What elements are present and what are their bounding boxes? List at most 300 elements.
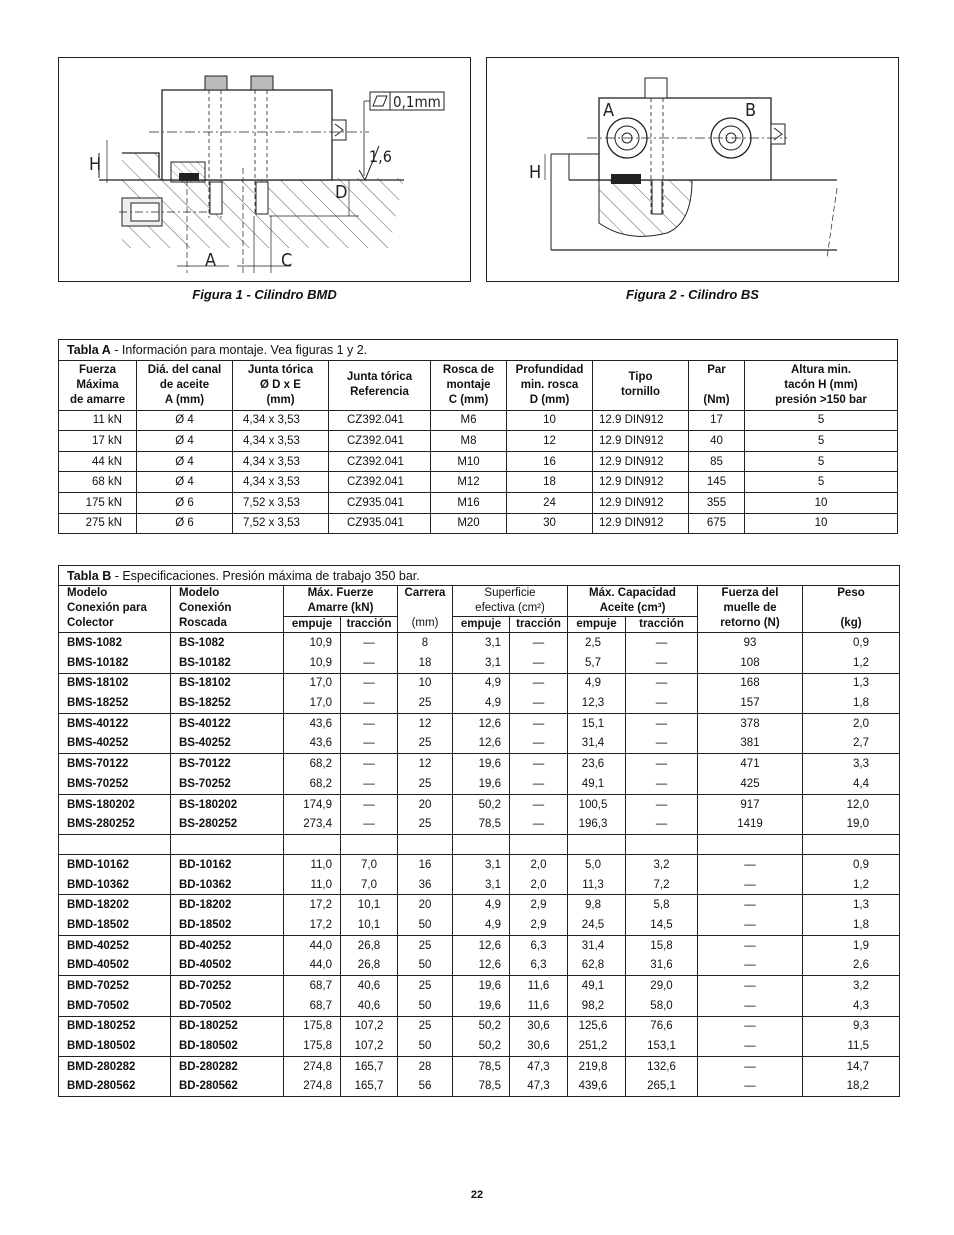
table-b-cell: 165,7 <box>341 1077 398 1097</box>
table-a-row <box>59 410 898 431</box>
table-b-cell: — <box>626 693 698 713</box>
table-b-cell: 36 <box>398 875 453 895</box>
figure-2-drawing <box>487 58 898 281</box>
table-a-cell: M6 <box>431 410 507 431</box>
table-b-model-cell: BMD-70252 <box>59 976 171 996</box>
table-b-cell: 50 <box>398 956 453 976</box>
table-a-cell: Ø 4 <box>137 472 233 493</box>
table-b-cell: 56 <box>398 1077 453 1097</box>
table-b-cell: 1,9 <box>803 935 900 955</box>
table-a-header-cell: Altura min. tacón H (mm) presión >150 bar <box>745 360 898 410</box>
fig1-a-label: A <box>205 250 217 271</box>
table-b-cell: — <box>698 935 803 955</box>
header-model-threaded: Modelo Conexión Roscada <box>171 586 284 633</box>
table-b-cell: 31,4 <box>568 935 626 955</box>
table-b-model-cell: BMD-280562 <box>59 1077 171 1097</box>
table-b-cell: 50,2 <box>453 1016 510 1036</box>
table-b-row <box>59 895 900 915</box>
table-b-cell: 5,8 <box>626 895 698 915</box>
table-b-cell: — <box>341 754 398 774</box>
table-b-cell: 7,0 <box>341 855 398 875</box>
table-b-cell: 62,8 <box>568 956 626 976</box>
fig2-b-label: B <box>745 100 757 121</box>
table-b-cell: 50 <box>398 1036 453 1056</box>
page-number: 22 <box>470 1189 484 1201</box>
table-b-cell: 26,8 <box>341 935 398 955</box>
table-b-model-cell: BS-40122 <box>171 713 284 733</box>
table-a-cell: 17 <box>689 410 745 431</box>
table-b-cell: 49,1 <box>568 976 626 996</box>
table-b-cell: 93 <box>698 633 803 653</box>
table-b-cell: — <box>510 653 568 673</box>
table-b-cell: 20 <box>398 895 453 915</box>
header-max-force: Máx. Fuerze Amarre (kN) <box>284 586 398 617</box>
table-b-cell: 2,9 <box>510 915 568 935</box>
table-b-cell: — <box>698 1056 803 1076</box>
header-model-manifold: Modelo Conexión para Colector <box>59 586 171 633</box>
table-b-row <box>59 713 900 733</box>
table-b-cell: 0,9 <box>803 633 900 653</box>
table-a-row <box>59 513 898 534</box>
table-b-row <box>59 774 900 794</box>
table-b-model-cell: BMS-280252 <box>59 814 171 834</box>
table-b-cell: 10,9 <box>284 633 341 653</box>
table-b-cell: 19,6 <box>453 754 510 774</box>
header-oil-pull: tracción <box>626 617 698 633</box>
table-b-cell: 107,2 <box>341 1016 398 1036</box>
table-b-cell: 2,0 <box>510 875 568 895</box>
table-b-cell: 917 <box>698 794 803 814</box>
table-b-spacer-row <box>59 835 900 855</box>
table-a-cell: CZ392.041 <box>329 431 431 452</box>
table-a-cell: 12.9 DIN912 <box>593 472 689 493</box>
table-a-cell: Ø 4 <box>137 431 233 452</box>
table-b-row <box>59 633 900 653</box>
table-b-row <box>59 1036 900 1056</box>
table-b-cell: 49,1 <box>568 774 626 794</box>
table-b-cell: — <box>510 673 568 693</box>
table-b-cell: 12,6 <box>453 935 510 955</box>
table-b-model-cell: BD-18202 <box>171 895 284 915</box>
table-a-cell: 275 kN <box>59 513 137 534</box>
table-b-cell: 6,3 <box>510 935 568 955</box>
table-b-cell: — <box>626 713 698 733</box>
table-b-model-cell: BMD-280282 <box>59 1056 171 1076</box>
table-a-cell: 145 <box>689 472 745 493</box>
table-b-model-cell: BD-10362 <box>171 875 284 895</box>
table-b-model-cell: BS-10182 <box>171 653 284 673</box>
table-b-cell: 2,9 <box>510 895 568 915</box>
table-a-cell: 355 <box>689 492 745 513</box>
figure-1-caption: Figura 1 - Cilindro BMD <box>192 287 337 302</box>
table-b-model-cell: BD-10162 <box>171 855 284 875</box>
table-b-model-cell: BMS-40122 <box>59 713 171 733</box>
table-b-cell: 23,6 <box>568 754 626 774</box>
table-b-cell: 25 <box>398 734 453 754</box>
table-a-cell: M8 <box>431 431 507 452</box>
table-b-cell: 50 <box>398 996 453 1016</box>
table-b-cell: 30,6 <box>510 1016 568 1036</box>
table-b-cell: — <box>341 734 398 754</box>
table-b-cell: 40,6 <box>341 996 398 1016</box>
table-b-model-cell: BS-40252 <box>171 734 284 754</box>
table-b-cell: 11,6 <box>510 976 568 996</box>
table-b-cell: 3,1 <box>453 633 510 653</box>
table-b-cell: 10,1 <box>341 915 398 935</box>
table-a-cell: 12.9 DIN912 <box>593 410 689 431</box>
table-a-cell: 24 <box>507 492 593 513</box>
table-b-cell: — <box>698 915 803 935</box>
table-b-cell: 20 <box>398 794 453 814</box>
table-b-cell: 78,5 <box>453 1056 510 1076</box>
table-b-model-cell: BMD-180502 <box>59 1036 171 1056</box>
table-b-cell: 4,3 <box>803 996 900 1016</box>
table-b-cell: 12,6 <box>453 734 510 754</box>
table-a-cell: 12.9 DIN912 <box>593 513 689 534</box>
header-weight: Peso (kg) <box>803 586 900 633</box>
table-b-cell: 25 <box>398 1016 453 1036</box>
table-a-cell: 85 <box>689 451 745 472</box>
fig1-h-label: H <box>89 154 102 175</box>
table-a-cell: 10 <box>745 492 898 513</box>
table-b-cell: — <box>341 794 398 814</box>
header-area-push: empuje <box>453 617 510 633</box>
table-a-cell: 17 kN <box>59 431 137 452</box>
table-b-cell: 50 <box>398 915 453 935</box>
table-b-cell: 3,3 <box>803 754 900 774</box>
table-a-cell: Ø 4 <box>137 451 233 472</box>
table-b-cell: 24,5 <box>568 915 626 935</box>
table-b-cell: 25 <box>398 935 453 955</box>
table-a-cell: CZ935.041 <box>329 513 431 534</box>
table-a-cell: 12.9 DIN912 <box>593 451 689 472</box>
table-b-cell: 50,2 <box>453 794 510 814</box>
table-b-cell: 12 <box>398 713 453 733</box>
table-a-header-cell: Junta tórica Referencia <box>329 360 431 410</box>
table-b-row <box>59 875 900 895</box>
table-b-cell: 100,5 <box>568 794 626 814</box>
table-b-cell: — <box>341 713 398 733</box>
table-b-model-cell: BMD-70502 <box>59 996 171 1016</box>
table-b-row <box>59 935 900 955</box>
table-b-cell: — <box>510 774 568 794</box>
table-a-cell: 5 <box>745 431 898 452</box>
table-b-model-cell: BD-70252 <box>171 976 284 996</box>
table-b-model-cell: BD-280282 <box>171 1056 284 1076</box>
table-b-cell: 175,8 <box>284 1016 341 1036</box>
table-b-cell: 4,9 <box>453 915 510 935</box>
figure-2-frame <box>486 57 899 282</box>
table-b-cell: 12,6 <box>453 713 510 733</box>
table-b-row <box>59 673 900 693</box>
table-a-title: Tabla A - Información para montaje. Vea figuras 1 y 2. <box>59 340 898 361</box>
table-b-cell: 14,7 <box>803 1056 900 1076</box>
table-a-cell: M12 <box>431 472 507 493</box>
table-a-header-cell: Par (Nm) <box>689 360 745 410</box>
table-b-cell: 153,1 <box>626 1036 698 1056</box>
table-b-cell: 157 <box>698 693 803 713</box>
table-b-cell: 107,2 <box>341 1036 398 1056</box>
table-a-header-cell: Fuerza Máxima de amarre <box>59 360 137 410</box>
table-b-cell: 78,5 <box>453 814 510 834</box>
table-b-cell: — <box>510 693 568 713</box>
table-b-cell: — <box>698 855 803 875</box>
table-a-cell: 12 <box>507 431 593 452</box>
table-b-cell: 12 <box>398 754 453 774</box>
table-b-cell: 47,3 <box>510 1077 568 1097</box>
table-b-cell: 19,6 <box>453 976 510 996</box>
table-a-header-cell: Tipo tornillo <box>593 360 689 410</box>
table-b-cell: 5,0 <box>568 855 626 875</box>
table-b-title: Tabla B - Especificaciones. Presión máxima de trabajo 350 bar. <box>59 566 900 586</box>
table-b-cell: — <box>341 633 398 653</box>
table-b-cell: 7,0 <box>341 875 398 895</box>
table-b-model-cell: BS-180202 <box>171 794 284 814</box>
table-b-cell: 378 <box>698 713 803 733</box>
table-b-row <box>59 915 900 935</box>
table-b-cell: 132,6 <box>626 1056 698 1076</box>
table-b-cell: — <box>341 653 398 673</box>
table-b-cell: 68,7 <box>284 976 341 996</box>
table-b-cell: 9,8 <box>568 895 626 915</box>
table-b-cell: — <box>626 673 698 693</box>
table-b-cell: 44,0 <box>284 956 341 976</box>
table-b-model-cell: BMD-10362 <box>59 875 171 895</box>
table-b-cell: 16 <box>398 855 453 875</box>
table-b-cell: 25 <box>398 976 453 996</box>
table-b-cell: 1,8 <box>803 693 900 713</box>
table-b-cell: — <box>698 956 803 976</box>
table-b-cell: 0,9 <box>803 855 900 875</box>
table-b-cell: 2,7 <box>803 734 900 754</box>
table-a-cell: M10 <box>431 451 507 472</box>
table-b-cell: 50,2 <box>453 1036 510 1056</box>
header-oil-push: empuje <box>568 617 626 633</box>
table-a-cell: 7,52 x 3,53 <box>233 492 329 513</box>
table-b-model-cell: BD-18502 <box>171 915 284 935</box>
table-b-cell: 25 <box>398 693 453 713</box>
table-b-cell: 12,0 <box>803 794 900 814</box>
table-b-cell: 58,0 <box>626 996 698 1016</box>
table-b-cell: 2,6 <box>803 956 900 976</box>
table-a-cell: 175 kN <box>59 492 137 513</box>
table-b-model-cell: BD-70502 <box>171 996 284 1016</box>
table-b-cell: — <box>698 1016 803 1036</box>
figure-1-frame <box>58 57 471 282</box>
table-b-cell: — <box>698 1036 803 1056</box>
table-b-cell: 18,2 <box>803 1077 900 1097</box>
table-b-model-cell: BS-18252 <box>171 693 284 713</box>
table-b-cell: 10 <box>398 673 453 693</box>
table-b-cell: 1,2 <box>803 653 900 673</box>
table-b-model-cell: BS-1082 <box>171 633 284 653</box>
table-b-cell: — <box>698 976 803 996</box>
table-b-model-cell: BS-18102 <box>171 673 284 693</box>
table-b-model-cell: BMS-1082 <box>59 633 171 653</box>
table-b-cell: 1,3 <box>803 673 900 693</box>
table-b-cell: 30,6 <box>510 1036 568 1056</box>
table-b-cell: — <box>510 734 568 754</box>
table-a-cell: 675 <box>689 513 745 534</box>
table-b-model-cell: BD-180252 <box>171 1016 284 1036</box>
header-stroke: Carrera (mm) <box>398 586 453 633</box>
table-b-cell: 17,2 <box>284 895 341 915</box>
table-b-cell: 2,0 <box>510 855 568 875</box>
table-b-cell: 196,3 <box>568 814 626 834</box>
table-b-model-cell: BMS-40252 <box>59 734 171 754</box>
table-b-cell: 19,0 <box>803 814 900 834</box>
table-b-cell: 2,0 <box>803 713 900 733</box>
table-b-model-cell: BMD-18202 <box>59 895 171 915</box>
table-a-header-cell: Junta tórica Ø D x E (mm) <box>233 360 329 410</box>
table-b-cell: 15,8 <box>626 935 698 955</box>
table-a-row <box>59 472 898 493</box>
table-b-cell: 439,6 <box>568 1077 626 1097</box>
table-b-row <box>59 956 900 976</box>
table-b-row <box>59 653 900 673</box>
header-force-pull: tracción <box>341 617 398 633</box>
table-b-row <box>59 855 900 875</box>
table-a-cell: M20 <box>431 513 507 534</box>
table-b-row <box>59 1016 900 1036</box>
table-b-model-cell: BMS-10182 <box>59 653 171 673</box>
table-b-cell: 265,1 <box>626 1077 698 1097</box>
table-b-cell: — <box>510 713 568 733</box>
table-b-model-cell: BMS-180202 <box>59 794 171 814</box>
table-a-row <box>59 492 898 513</box>
table-b-cell: 19,6 <box>453 774 510 794</box>
table-b-model-cell: BMD-40502 <box>59 956 171 976</box>
table-b-cell: — <box>698 1077 803 1097</box>
table-b-cell: 9,3 <box>803 1016 900 1036</box>
figure-2-caption: Figura 2 - Cilindro BS <box>626 287 759 302</box>
table-b-cell: — <box>698 895 803 915</box>
table-b-cell: 219,8 <box>568 1056 626 1076</box>
table-b-cell: 10,9 <box>284 653 341 673</box>
table-a-cell: 10 <box>745 513 898 534</box>
table-b-cell: 19,6 <box>453 996 510 1016</box>
table-b-cell: 17,0 <box>284 693 341 713</box>
fig1-d-label: D <box>335 182 348 203</box>
table-b-row <box>59 814 900 834</box>
table-b-cell: 4,9 <box>568 673 626 693</box>
table-b-cell: 1,3 <box>803 895 900 915</box>
figure-1-drawing <box>59 58 470 281</box>
table-b-row <box>59 734 900 754</box>
table-b-cell: 43,6 <box>284 734 341 754</box>
table-b-cell: 6,3 <box>510 956 568 976</box>
table-a-cell: 44 kN <box>59 451 137 472</box>
table-b <box>58 565 900 1097</box>
table-b-model-cell: BS-70122 <box>171 754 284 774</box>
table-a-cell: 18 <box>507 472 593 493</box>
table-a-row <box>59 451 898 472</box>
table-b-cell: 25 <box>398 774 453 794</box>
table-b-cell: 44,0 <box>284 935 341 955</box>
table-b-cell: 17,0 <box>284 673 341 693</box>
table-b-cell: 15,1 <box>568 713 626 733</box>
header-return-spring: Fuerza del muelle de retorno (N) <box>698 586 803 633</box>
table-b-model-cell: BMS-18102 <box>59 673 171 693</box>
table-b-cell: 31,4 <box>568 734 626 754</box>
table-a-cell: 4,34 x 3,53 <box>233 472 329 493</box>
table-b-cell: 3,2 <box>803 976 900 996</box>
table-a-cell: CZ392.041 <box>329 410 431 431</box>
table-b-model-cell: BMD-18502 <box>59 915 171 935</box>
header-force-push: empuje <box>284 617 341 633</box>
table-b-cell: 18 <box>398 653 453 673</box>
table-a-cell: M16 <box>431 492 507 513</box>
table-b-cell: — <box>510 814 568 834</box>
table-b-cell: — <box>698 875 803 895</box>
fig1-c-label: C <box>281 250 293 271</box>
table-b-cell: — <box>510 754 568 774</box>
table-b-model-cell: BMS-70122 <box>59 754 171 774</box>
table-a-cell: 5 <box>745 410 898 431</box>
table-a-cell: 5 <box>745 451 898 472</box>
table-b-cell: — <box>510 794 568 814</box>
table-b-cell: 2,5 <box>568 633 626 653</box>
fig2-a-label: A <box>603 100 615 121</box>
table-a-cell: 12.9 DIN912 <box>593 431 689 452</box>
table-b-cell: 40,6 <box>341 976 398 996</box>
table-b-cell: — <box>626 754 698 774</box>
table-b-cell: 12,3 <box>568 693 626 713</box>
table-b-cell: 28 <box>398 1056 453 1076</box>
table-b-cell: — <box>698 996 803 1016</box>
table-b-cell: — <box>626 814 698 834</box>
table-b-cell: — <box>341 673 398 693</box>
fig1-roughness-label: 1,6 <box>369 147 392 166</box>
table-a-cell: 11 kN <box>59 410 137 431</box>
table-b-model-cell: BS-70252 <box>171 774 284 794</box>
table-b-cell: 11,0 <box>284 875 341 895</box>
table-b-cell: 14,5 <box>626 915 698 935</box>
table-b-cell: — <box>510 633 568 653</box>
table-b-model-cell: BD-40252 <box>171 935 284 955</box>
table-a-cell: 10 <box>507 410 593 431</box>
table-b-cell: — <box>626 633 698 653</box>
table-b-cell: 3,1 <box>453 653 510 673</box>
table-b-row <box>59 1056 900 1076</box>
table-b-cell: 7,2 <box>626 875 698 895</box>
table-b-cell: 76,6 <box>626 1016 698 1036</box>
table-a-header <box>59 360 898 410</box>
table-b-cell: 4,9 <box>453 895 510 915</box>
table-b-cell: 5,7 <box>568 653 626 673</box>
table-b-cell: 47,3 <box>510 1056 568 1076</box>
table-b-model-cell: BMD-40252 <box>59 935 171 955</box>
table-b-cell: — <box>626 794 698 814</box>
table-a <box>58 339 898 534</box>
table-b-cell: 78,5 <box>453 1077 510 1097</box>
table-a-cell: 12.9 DIN912 <box>593 492 689 513</box>
table-b-cell: 274,8 <box>284 1077 341 1097</box>
table-b-model-cell: BD-40502 <box>171 956 284 976</box>
table-b-cell: 175,8 <box>284 1036 341 1056</box>
table-b-cell: 4,4 <box>803 774 900 794</box>
table-a-cell: 16 <box>507 451 593 472</box>
table-b-cell: 125,6 <box>568 1016 626 1036</box>
table-b-cell: 4,9 <box>453 693 510 713</box>
header-area-pull: tracción <box>510 617 568 633</box>
table-b-cell: 11,6 <box>510 996 568 1016</box>
table-b-cell: 4,9 <box>453 673 510 693</box>
table-a-cell: 4,34 x 3,53 <box>233 410 329 431</box>
table-b-cell: 3,2 <box>626 855 698 875</box>
table-a-cell: Ø 6 <box>137 513 233 534</box>
table-b-cell: 10,1 <box>341 895 398 915</box>
